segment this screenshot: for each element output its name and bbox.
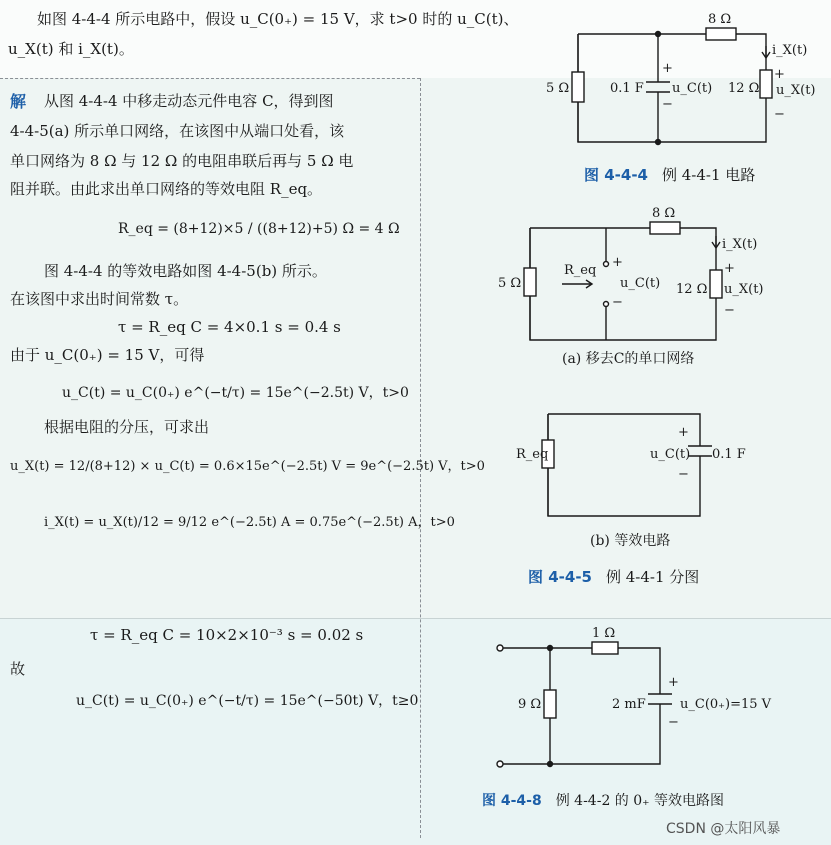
fig444-label-ix: i_X(t) — [772, 43, 808, 58]
svg-text:+: + — [668, 675, 679, 690]
svg-text:−: − — [724, 303, 735, 318]
fig448-number: 图 4-4-8 — [482, 793, 542, 809]
svg-text:+: + — [724, 261, 735, 276]
fig445a-label-req: R_eq — [564, 263, 597, 278]
svg-text:−: − — [678, 467, 689, 482]
equation-ux: u_X(t) = 12/(8+12) × u_C(t) = 0.6×15e^(−2.5t) V = 9e^(−2.5t) V，t>0 — [10, 459, 485, 474]
equation-ix: i_X(t) = u_X(t)/12 = 9/12 e^(−2.5t) A = 0.75e^(−2.5t) A，t>0 — [44, 515, 455, 530]
fig444-label-uc: u_C(t) — [672, 81, 713, 96]
problem-line-2: u_X(t) 和 i_X(t)。 — [8, 40, 134, 58]
svg-text:−: − — [668, 715, 679, 730]
svg-text:+: + — [662, 61, 673, 76]
caption-fig-4-4-5 — [528, 566, 699, 587]
fig444-label-ux: u_X(t) — [776, 83, 816, 98]
svg-text:−: − — [774, 107, 785, 122]
equation-uc-2: u_C(t) = u_C(0₊) e^(−t/τ) = 15e^(−50t) V，t≥0 — [76, 693, 419, 709]
fig445a-label-5ohm: 5 Ω — [498, 276, 522, 291]
solution-line-5: 图 4-4-4 的等效电路如图 4-4-5(b) 所示。 — [44, 262, 327, 280]
csdn-watermark: CSDN @太阳风暴 — [666, 821, 781, 837]
caption-fig-4-4-8 — [482, 790, 724, 810]
svg-text:+: + — [774, 67, 785, 82]
fig445a-label-ix: i_X(t) — [722, 237, 758, 252]
equation-req: R_eq = (8+12)×5 / ((8+12)+5) Ω = 4 Ω — [118, 221, 400, 237]
equation-tau-2: τ = R_eq C = 10×2×10⁻³ s = 0.02 s — [90, 626, 364, 644]
fig445a-label-uc: u_C(t) — [620, 276, 661, 291]
solution-line-3: 单口网络为 8 Ω 与 12 Ω 的电阻串联后再与 5 Ω 电 — [10, 152, 354, 170]
fig448-label-uc0: u_C(0₊)=15 V — [680, 697, 772, 712]
equation-uc: u_C(t) = u_C(0₊) e^(−t/τ) = 15e^(−2.5t) V，t>0 — [62, 385, 409, 401]
svg-text:−: − — [612, 295, 623, 310]
fig445a-label-12ohm: 12 Ω — [676, 282, 708, 297]
fig445-number: 图 4-4-5 — [528, 568, 592, 586]
solution-line-1: 从图 4-4-4 中移走动态元件电容 C，得到图 — [44, 92, 334, 110]
fig448-label-c: 2 mF — [612, 697, 646, 712]
solution-label: 解 — [10, 92, 27, 111]
fig448-title: 例 4-4-2 的 0₊ 等效电路图 — [555, 793, 724, 809]
fig444-number: 图 4-4-4 — [584, 166, 648, 184]
fig444-label-12ohm: 12 Ω — [728, 81, 760, 96]
fig444-title: 例 4-4-1 电路 — [662, 166, 756, 184]
solution-line-7: 由于 u_C(0₊) = 15 V，可得 — [10, 346, 205, 364]
fig444-label-5ohm: 5 Ω — [546, 81, 570, 96]
fig445b-label-c: 0.1 F — [712, 447, 746, 462]
therefore-label: 故 — [10, 660, 26, 678]
caption-fig-4-4-5b: (b) 等效电路 — [590, 533, 671, 549]
problem-line-1: 如图 4-4-4 所示电路中，假设 u_C(0₊) = 15 V，求 t>0 时的 u_C(t)、 — [37, 10, 519, 28]
caption-fig-4-4-4 — [584, 164, 755, 185]
svg-text:+: + — [612, 255, 623, 270]
fig448-label-9ohm: 9 Ω — [518, 697, 542, 712]
fig445b-label-uc: u_C(t) — [650, 447, 691, 462]
svg-text:−: − — [662, 97, 673, 112]
fig445b-label-req: R_eq — [516, 447, 549, 462]
equation-tau: τ = R_eq C = 4×0.1 s = 0.4 s — [118, 318, 341, 336]
fig445-title: 例 4-4-1 分图 — [606, 568, 700, 586]
fig448-label-1ohm: 1 Ω — [592, 626, 616, 641]
solution-line-4: 阻并联。由此求出单口网络的等效电阻 R_eq。 — [10, 180, 323, 198]
solution-line-6: 在该图中求出时间常数 τ。 — [10, 290, 189, 308]
fig445a-label-ux: u_X(t) — [724, 282, 764, 297]
fig445a-label-8ohm: 8 Ω — [652, 206, 676, 221]
svg-text:+: + — [678, 425, 689, 440]
caption-fig-4-4-5a: (a) 移去C的单口网络 — [562, 351, 695, 367]
fig444-label-c: 0.1 F — [610, 81, 644, 96]
solution-line-2: 4-4-5(a) 所示单口网络，在该图中从端口处看，该 — [10, 122, 345, 140]
fig444-label-8ohm: 8 Ω — [708, 12, 732, 27]
solution-line-8: 根据电阻的分压，可求出 — [44, 418, 210, 436]
